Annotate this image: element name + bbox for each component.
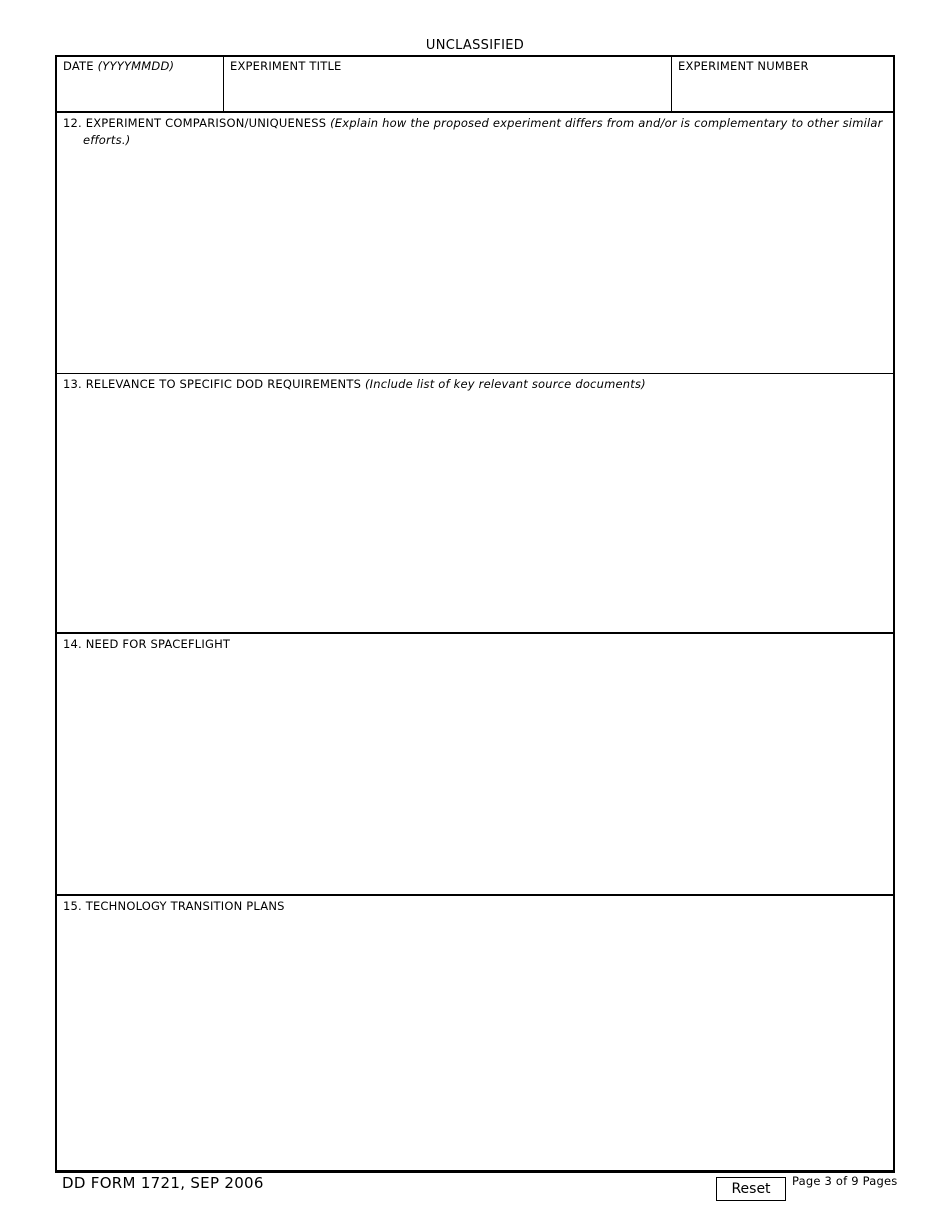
experiment-title-field[interactable]	[230, 75, 669, 109]
section-15-label: 15. TECHNOLOGY TRANSITION PLANS	[63, 899, 285, 913]
date-format-hint: (YYYYMMDD)	[97, 59, 175, 73]
section-14-heading	[63, 636, 887, 653]
section-13-instruction: (Include list of key relevant source documents)	[364, 377, 646, 391]
experiment-number-label: EXPERIMENT NUMBER	[678, 59, 809, 73]
section-13-heading	[63, 376, 887, 393]
section-12-label: 12. EXPERIMENT COMPARISON/UNIQUENESS	[63, 116, 327, 130]
page-indicator: Page 3 of 9 Pages	[792, 1174, 898, 1188]
section-12-heading	[63, 115, 887, 149]
section-15-transition	[57, 896, 893, 1172]
header-row	[57, 57, 893, 113]
section-15-heading	[63, 898, 887, 915]
section-13-relevance	[57, 374, 893, 634]
experiment-number-field[interactable]	[678, 75, 891, 109]
section-13-label: 13. RELEVANCE TO SPECIFIC DOD REQUIREMENTS	[63, 377, 362, 391]
section-12-instruction: (Explain how the proposed experiment differs from and/or is complementary to other similar efforts.)	[83, 116, 883, 147]
section-14-spaceflight	[57, 634, 893, 896]
date-label: DATE	[63, 59, 94, 73]
experiment-title-label: EXPERIMENT TITLE	[230, 59, 342, 73]
section-12-textarea[interactable]	[63, 151, 891, 373]
section-15-textarea[interactable]	[63, 917, 891, 1167]
section-12-comparison	[57, 113, 893, 374]
date-field[interactable]	[63, 75, 221, 109]
section-14-textarea[interactable]	[63, 655, 891, 893]
section-14-label: 14. NEED FOR SPACEFLIGHT	[63, 637, 231, 651]
classification-marking: UNCLASSIFIED	[425, 38, 525, 53]
date-cell	[57, 57, 224, 111]
section-13-textarea[interactable]	[63, 395, 891, 631]
experiment-number-cell	[672, 57, 893, 111]
form-page	[55, 55, 895, 1173]
form-identifier: DD FORM 1721, SEP 2006	[62, 1174, 264, 1192]
experiment-title-cell	[224, 57, 672, 111]
reset-button[interactable]: Reset	[716, 1177, 786, 1201]
